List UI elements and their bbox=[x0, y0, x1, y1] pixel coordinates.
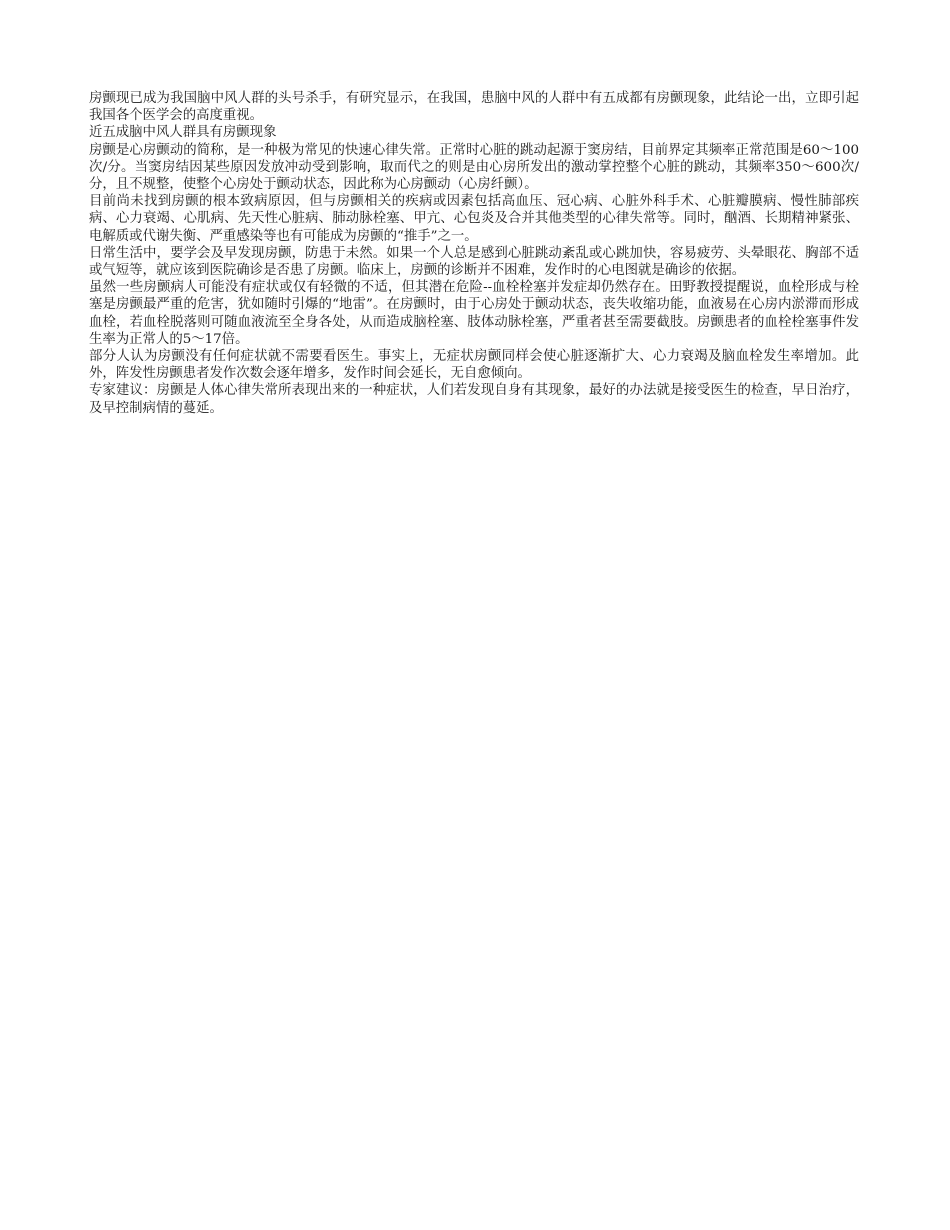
risk-paragraph: 虽然一些房颤病人可能没有症状或仅有轻微的不适，但其潜在危险--血栓栓塞并发症却仍然存在。田野教授提醒说，血栓形成与栓塞是房颤最严重的危害，犹如随时引爆的“地雷”。在房颤时，由于心房处于颤动状态，丧失收缩功能，血液易在心房内淤滞而形成血栓，若血栓脱落则可随血液流至全身各处，从而造成脑栓塞、肢体动脉栓塞，严重者甚至需要截肢。房颤患者的血栓栓塞事件发生率为正常人的5～17倍。 bbox=[89, 280, 859, 347]
intro-paragraph: 房颤现已成为我国脑中风人群的头号杀手，有研究显示，在我国，患脑中风的人群中有五成都有房颤现象，此结论一出，立即引起我国各个医学会的高度重视。 bbox=[89, 91, 859, 124]
section-heading: 近五成脑中风人群具有房颤现象 bbox=[89, 125, 277, 141]
definition-paragraph: 房颤是心房颤动的简称，是一种极为常见的快速心律失常。正常时心脏的跳动起源于窦房结，目前界定其频率正常范围是60～100次/分。当窦房结因某些原因发放冲动受到影响，取而代之的则是由心房所发出的激动掌控整个心脏的跳动，其频率350～600次/分，且不规整，使整个心房处于颤动状态，因此称为心房颤动（心房纤颤）。 bbox=[89, 142, 859, 193]
detection-paragraph: 日常生活中，要学会及早发现房颤，防患于未然。如果一个人总是感到心脏跳动紊乱或心跳加快，容易疲劳、头晕眼花、胸部不适或气短等，就应该到医院确诊是否患了房颤。临床上，房颤的诊断并不困难，发作时的心电图就是确诊的依据。 bbox=[89, 245, 859, 279]
advice-paragraph: 专家建议：房颤是人体心律失常所表现出来的一种症状，人们若发现自身有其现象，最好的办法就是接受医生的检查，早日治疗，及早控制病情的蔓延。 bbox=[89, 383, 859, 416]
asymptomatic-paragraph: 部分人认为房颤没有任何症状就不需要看医生。事实上，无症状房颤同样会使心脏逐渐扩大、心力衰竭及脑血栓发生率增加。此外，阵发性房颤患者发作次数会逐年增多，发作时间会延长，无自愈倾向。 bbox=[89, 349, 859, 382]
causes-paragraph: 目前尚未找到房颤的根本致病原因，但与房颤相关的疾病或因素包括高血压、冠心病、心脏外科手术、心脏瓣膜病、慢性肺部疾病、心力衰竭、心肌病、先天性心脏病、肺动脉栓塞、甲亢、心包炎及合并其他类型的心律失常等。同时，酗酒、长期精神紧张、电解质或代谢失衡、严重感染等也有可能成为房颤的“推手”之一。 bbox=[89, 194, 859, 244]
document-body bbox=[89, 90, 859, 417]
